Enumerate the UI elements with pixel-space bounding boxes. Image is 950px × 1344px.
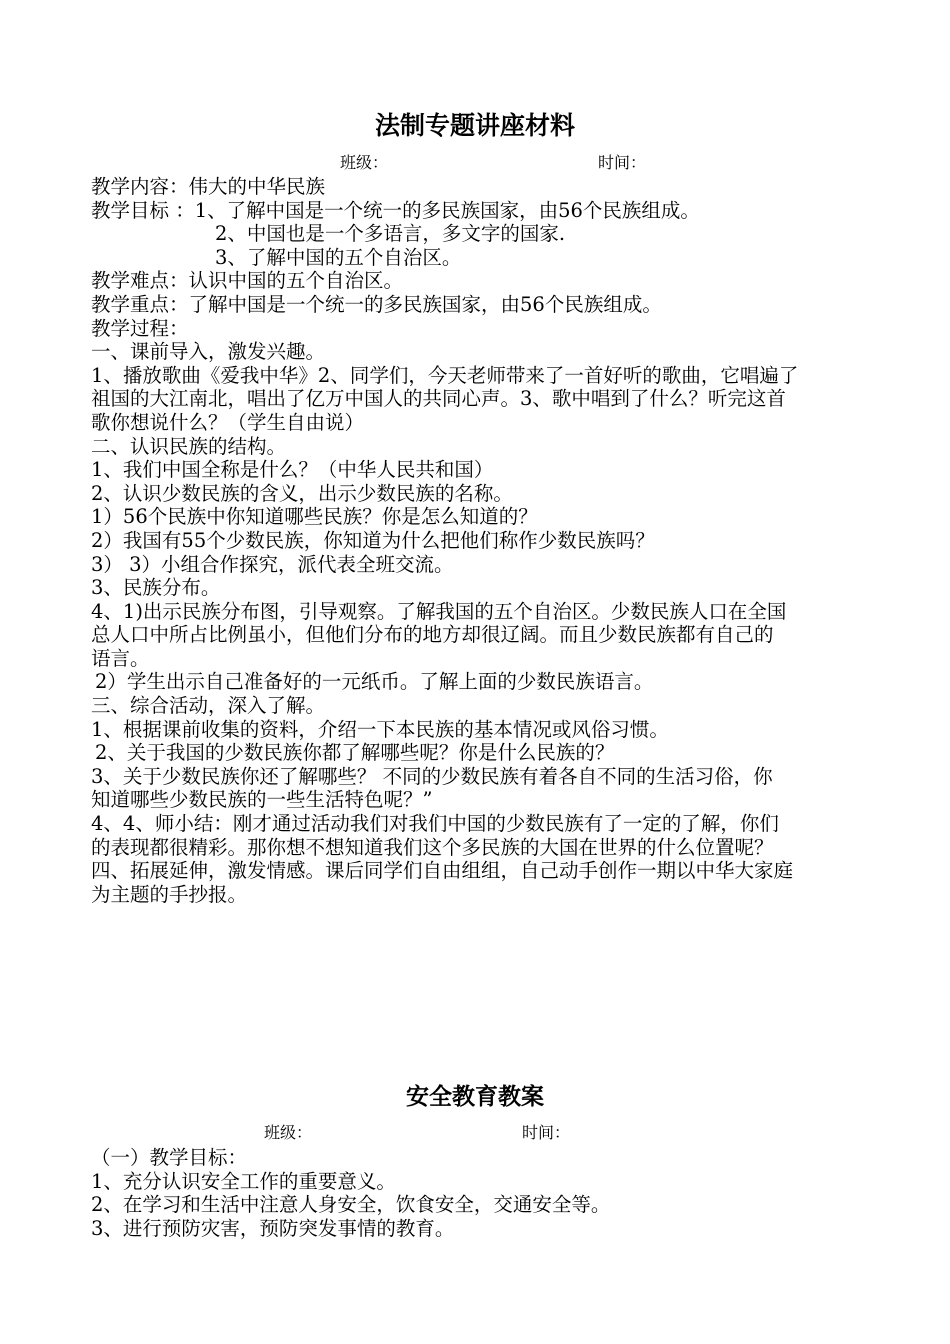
doc1-line: 教学过程： — [91, 316, 189, 340]
doc1-line: 2）我国有55个少数民族，你知道为什么把他们称作少数民族吗？ — [91, 528, 655, 552]
doc1-line: 的表现都很精彩。那你想不想知道我们这个多民族的大国在世界的什么位置呢？ — [91, 835, 774, 859]
doc1-line: 教学内容：伟大的中华民族 — [91, 175, 326, 198]
doc1-line: 总人口中所占比例虽小，但他们分布的地方却很辽阔。而且少数民族都有自己的 — [91, 623, 774, 647]
doc1-line: 3） 3）小组合作探究，派代表全班交流。 — [91, 552, 454, 576]
doc1-body — [91, 175, 861, 906]
doc1-line: 1、播放歌曲《爱我中华》2、同学们，今天老师带来了一首好听的歌曲，它唱遍了 — [91, 363, 799, 387]
doc1-line: 3、民族分布。 — [91, 576, 221, 600]
doc1-line: 四、拓展延伸，激发情感。课后同学们自由组组，自己动手创作一期以中华大家庭 — [91, 859, 794, 883]
doc1-class-label: 班级： — [340, 153, 389, 172]
doc2-line: 2、在学习和生活中注意人身安全，饮食安全，交通安全等。 — [91, 1193, 611, 1217]
doc2-line: 1、充分认识安全工作的重要意义。 — [91, 1169, 396, 1193]
doc2-class-label: 班级： — [264, 1123, 313, 1142]
doc1-line: 为主题的手抄报。 — [91, 882, 248, 906]
doc1-line: 2、中国也是一个多语言，多文字的国家. — [215, 222, 566, 246]
doc1-line: 教学重点：了解中国是一个统一的多民族国家，由56个民族组成。 — [91, 292, 662, 316]
doc2-body — [91, 1146, 861, 1240]
doc2-line: （一）教学目标： — [91, 1146, 248, 1169]
doc1-line: 4、4、师小结：刚才通过活动我们对我们中国的少数民族有了一定的了解，你们 — [91, 812, 779, 836]
doc1-time-label: 时间： — [598, 153, 647, 172]
doc1-line: 知道哪些少数民族的一些生活特色呢？” — [91, 788, 433, 812]
doc2-time-label: 时间： — [522, 1123, 571, 1142]
doc1-line: 歌你想说什么？（学生自由说） — [91, 410, 365, 434]
doc1-title: 法制专题讲座材料 — [374, 111, 575, 140]
doc1-line: 语言。 — [91, 646, 150, 670]
doc1-line: 教学难点：认识中国的五个自治区。 — [91, 269, 404, 293]
doc1-line: 一、课前导入，激发兴趣。 — [91, 340, 326, 364]
doc2-title: 安全教育教案 — [406, 1084, 544, 1110]
doc1-line: 1、根据课前收集的资料，介绍一下本民族的基本情况或风俗习惯。 — [91, 717, 669, 741]
doc1-line: 三、综合活动，深入了解。 — [91, 694, 326, 718]
doc1-line: 1）56个民族中你知道哪些民族？你是怎么知道的？ — [91, 505, 538, 529]
doc1-line: 1、我们中国全称是什么？（中华人民共和国） — [91, 458, 494, 482]
doc1-line: 2、关于我国的少数民族你都了解哪些呢？你是什么民族的？ — [95, 741, 615, 765]
doc1-line: 祖国的大江南北，唱出了亿万中国人的共同心声。3、歌中唱到了什么？听完这首 — [91, 387, 786, 411]
doc1-line: 4、1)出示民族分布图，引导观察。了解我国的五个自治区。少数民族人口在全国 — [91, 599, 787, 623]
doc1-line: 二、认识民族的结构。 — [91, 434, 287, 458]
doc1-line: 2、认识少数民族的含义，出示少数民族的名称。 — [91, 481, 513, 505]
doc1-line: 3、了解中国的五个自治区。 — [215, 245, 462, 269]
doc2-line: 3、进行预防灾害，预防突发事情的教育。 — [91, 1216, 455, 1240]
doc1-line: 教学目标 ：1、了解中国是一个统一的多民族国家，由56个民族组成。 — [91, 198, 700, 222]
doc1-line: 3、关于少数民族你还了解哪些？ 不同的少数民族有着各自不同的生活习俗，你 — [91, 764, 773, 788]
doc1-line: 2）学生出示自己准备好的一元纸币。了解上面的少数民族语言。 — [95, 670, 654, 694]
